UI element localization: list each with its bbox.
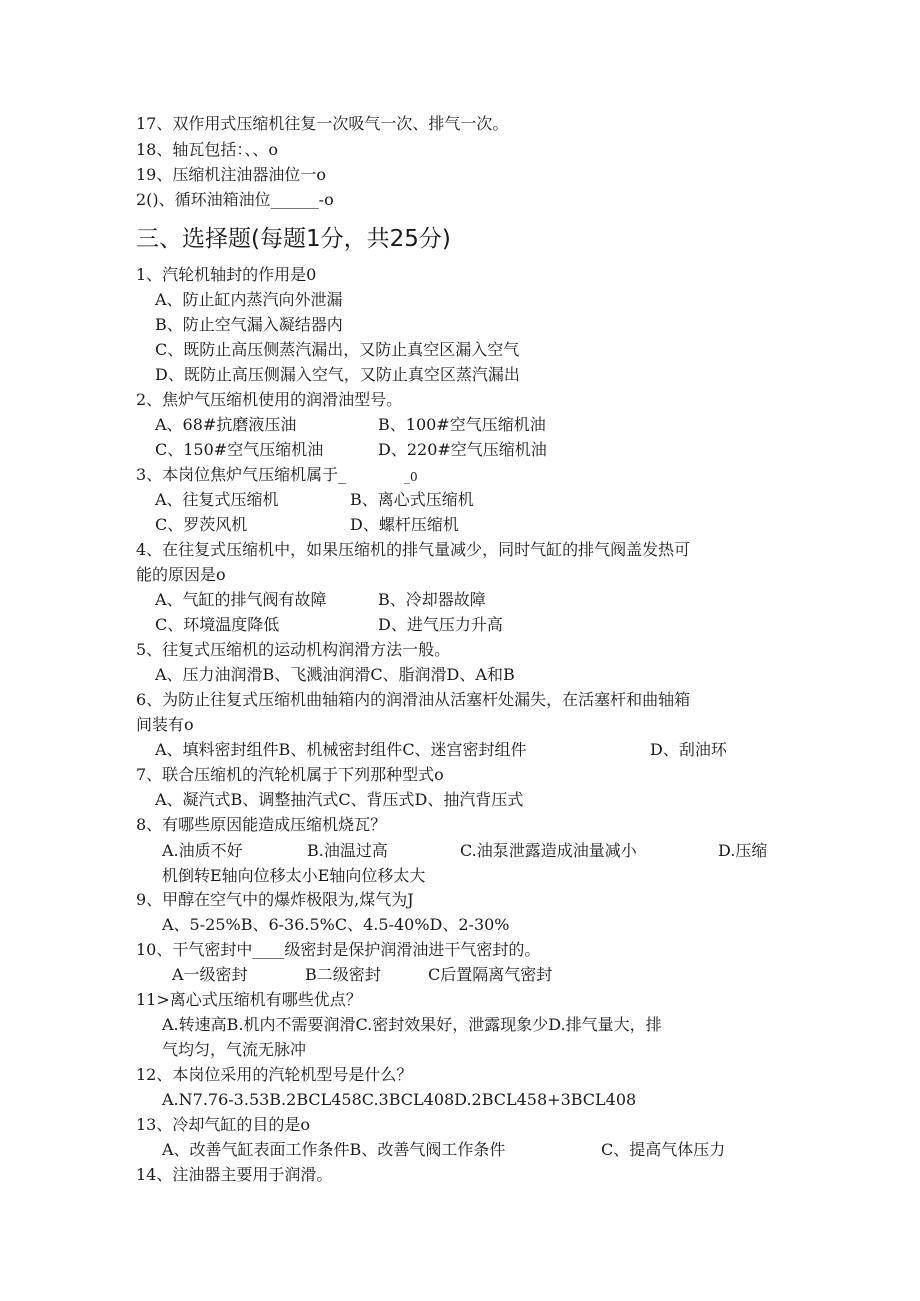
q9-options: A、5-25%B、6-36.5%C、4.5-40%D、2-30% [162,915,510,934]
q6-option-d: D、刮油环 [650,740,727,759]
q13-options-ab: A、改善气缸表面工作条件B、改善气阀工作条件 [162,1140,506,1159]
fill-in-17: 17、双作用式压缩机往复一次吸气一次、排气一次。 [136,114,509,133]
q2-option-a: A、68#抗磨液压油 [155,415,297,434]
q2-option-d: D、220#空气压缩机油 [378,440,547,459]
q2-stem: 2、焦炉气压缩机使用的润滑油型号。 [136,390,403,409]
fill-in-18: 18、轴瓦包括：、、o [136,140,278,159]
q8-option-a: A.油质不好 [162,841,243,860]
q8-line-2: 机倒转E轴向位移太小E轴向位移太大 [162,866,426,885]
q3-option-c: C、罗茨风机 [155,515,248,534]
q4-option-b: B、冷却器故障 [378,590,486,609]
q6-stem-line-1: 6、为防止往复式压缩机曲轴箱内的润滑油从活塞杆处漏失，在活塞杆和曲轴箱 [136,690,691,709]
q14-stem: 14、注油器主要用于润滑。 [136,1165,333,1184]
section-title: 三、选择题(每题1分，共25分) [136,226,451,252]
fill-in-19: 19、压缩机注油器油位一o [136,165,326,184]
q12-options: A.N7.76-3.53B.2BCL458C.3BCL408D.2BCL458+3BCL408 [162,1090,637,1109]
fill-in-20: 2()、循环油箱油位______-o [136,190,334,209]
q4-stem-line-1: 4、在往复式压缩机中，如果压缩机的排气量减少，同时气缸的排气阀盖发热可 [136,540,691,559]
q13-stem: 13、冷却气缸的目的是o [136,1115,310,1134]
q6-stem-line-2: 间装有o [136,715,194,734]
q11-options-line-1: A.转速高B.机内不需要润滑C.密封效果好，泄露现象少D.排气量大，排 [162,1015,662,1034]
q12-stem: 12、本岗位采用的汽轮机型号是什么？ [136,1065,413,1084]
q11-stem: 11>离心式压缩机有哪些优点？ [136,990,362,1009]
q1-option-a: A、防止缸内蒸汽向外泄漏 [155,290,343,309]
q3-stem-tail: _0 [404,470,418,484]
q10-option-b: B二级密封 [305,965,381,984]
q3-stem: 3、本岗位焦炉气压缩机属于_ [136,465,347,484]
q1-option-b: B、防止空气漏入凝结器内 [155,315,343,334]
q1-stem: 1、汽轮机轴封的作用是0 [136,265,317,284]
q7-stem: 7、联合压缩机的汽轮机属于下列那种型式o [136,765,444,784]
q6-options-abc: A、填料密封组件B、机械密封组件C、迷宫密封组件 [155,740,527,759]
q7-options: A、凝汽式B、调整抽汽式C、背压式D、抽汽背压式 [155,790,524,809]
q3-option-b: B、离心式压缩机 [350,490,474,509]
q4-option-d: D、进气压力升高 [378,615,503,634]
q4-option-a: A、气缸的排气阀有故障 [155,590,327,609]
q2-option-c: C、150#空气压缩机油 [155,440,324,459]
q1-option-c: C、既防止高压侧蒸汽漏出，又防止真空区漏入空气 [155,340,520,359]
q10-option-c: C后置隔离气密封 [428,965,553,984]
q5-options: A、压力油润滑B、飞溅油润滑C、脂润滑D、A和B [155,665,515,684]
q1-option-d: D、既防止高压侧漏入空气，又防止真空区蒸汽漏出 [155,365,520,384]
q10-option-a: A一级密封 [172,965,248,984]
q2-option-b: B、100#空气压缩机油 [378,415,546,434]
q8-option-c: C.油泵泄露造成油量减小 [460,841,637,860]
q8-option-b: B.油温过高 [307,841,388,860]
q4-stem-line-2: 能的原因是o [136,565,226,584]
q3-option-a: A、往复式压缩机 [155,490,279,509]
q10-stem: 10、干气密封中____级密封是保护润滑油进干气密封的。 [136,940,541,959]
q8-option-d: D.压缩 [718,841,768,860]
q11-options-line-2: 气均匀，气流无脉冲 [162,1040,307,1059]
q3-option-d: D、螺杆压缩机 [350,515,459,534]
q9-stem: 9、甲醇在空气中的爆炸极限为,煤气为J [136,890,414,909]
q4-option-c: C、环境温度降低 [155,615,280,634]
q13-option-c: C、提高气体压力 [601,1140,726,1159]
q5-stem: 5、往复式压缩机的运动机构润滑方法一般。 [136,640,451,659]
q8-stem: 8、有哪些原因能造成压缩机烧瓦？ [136,815,387,834]
